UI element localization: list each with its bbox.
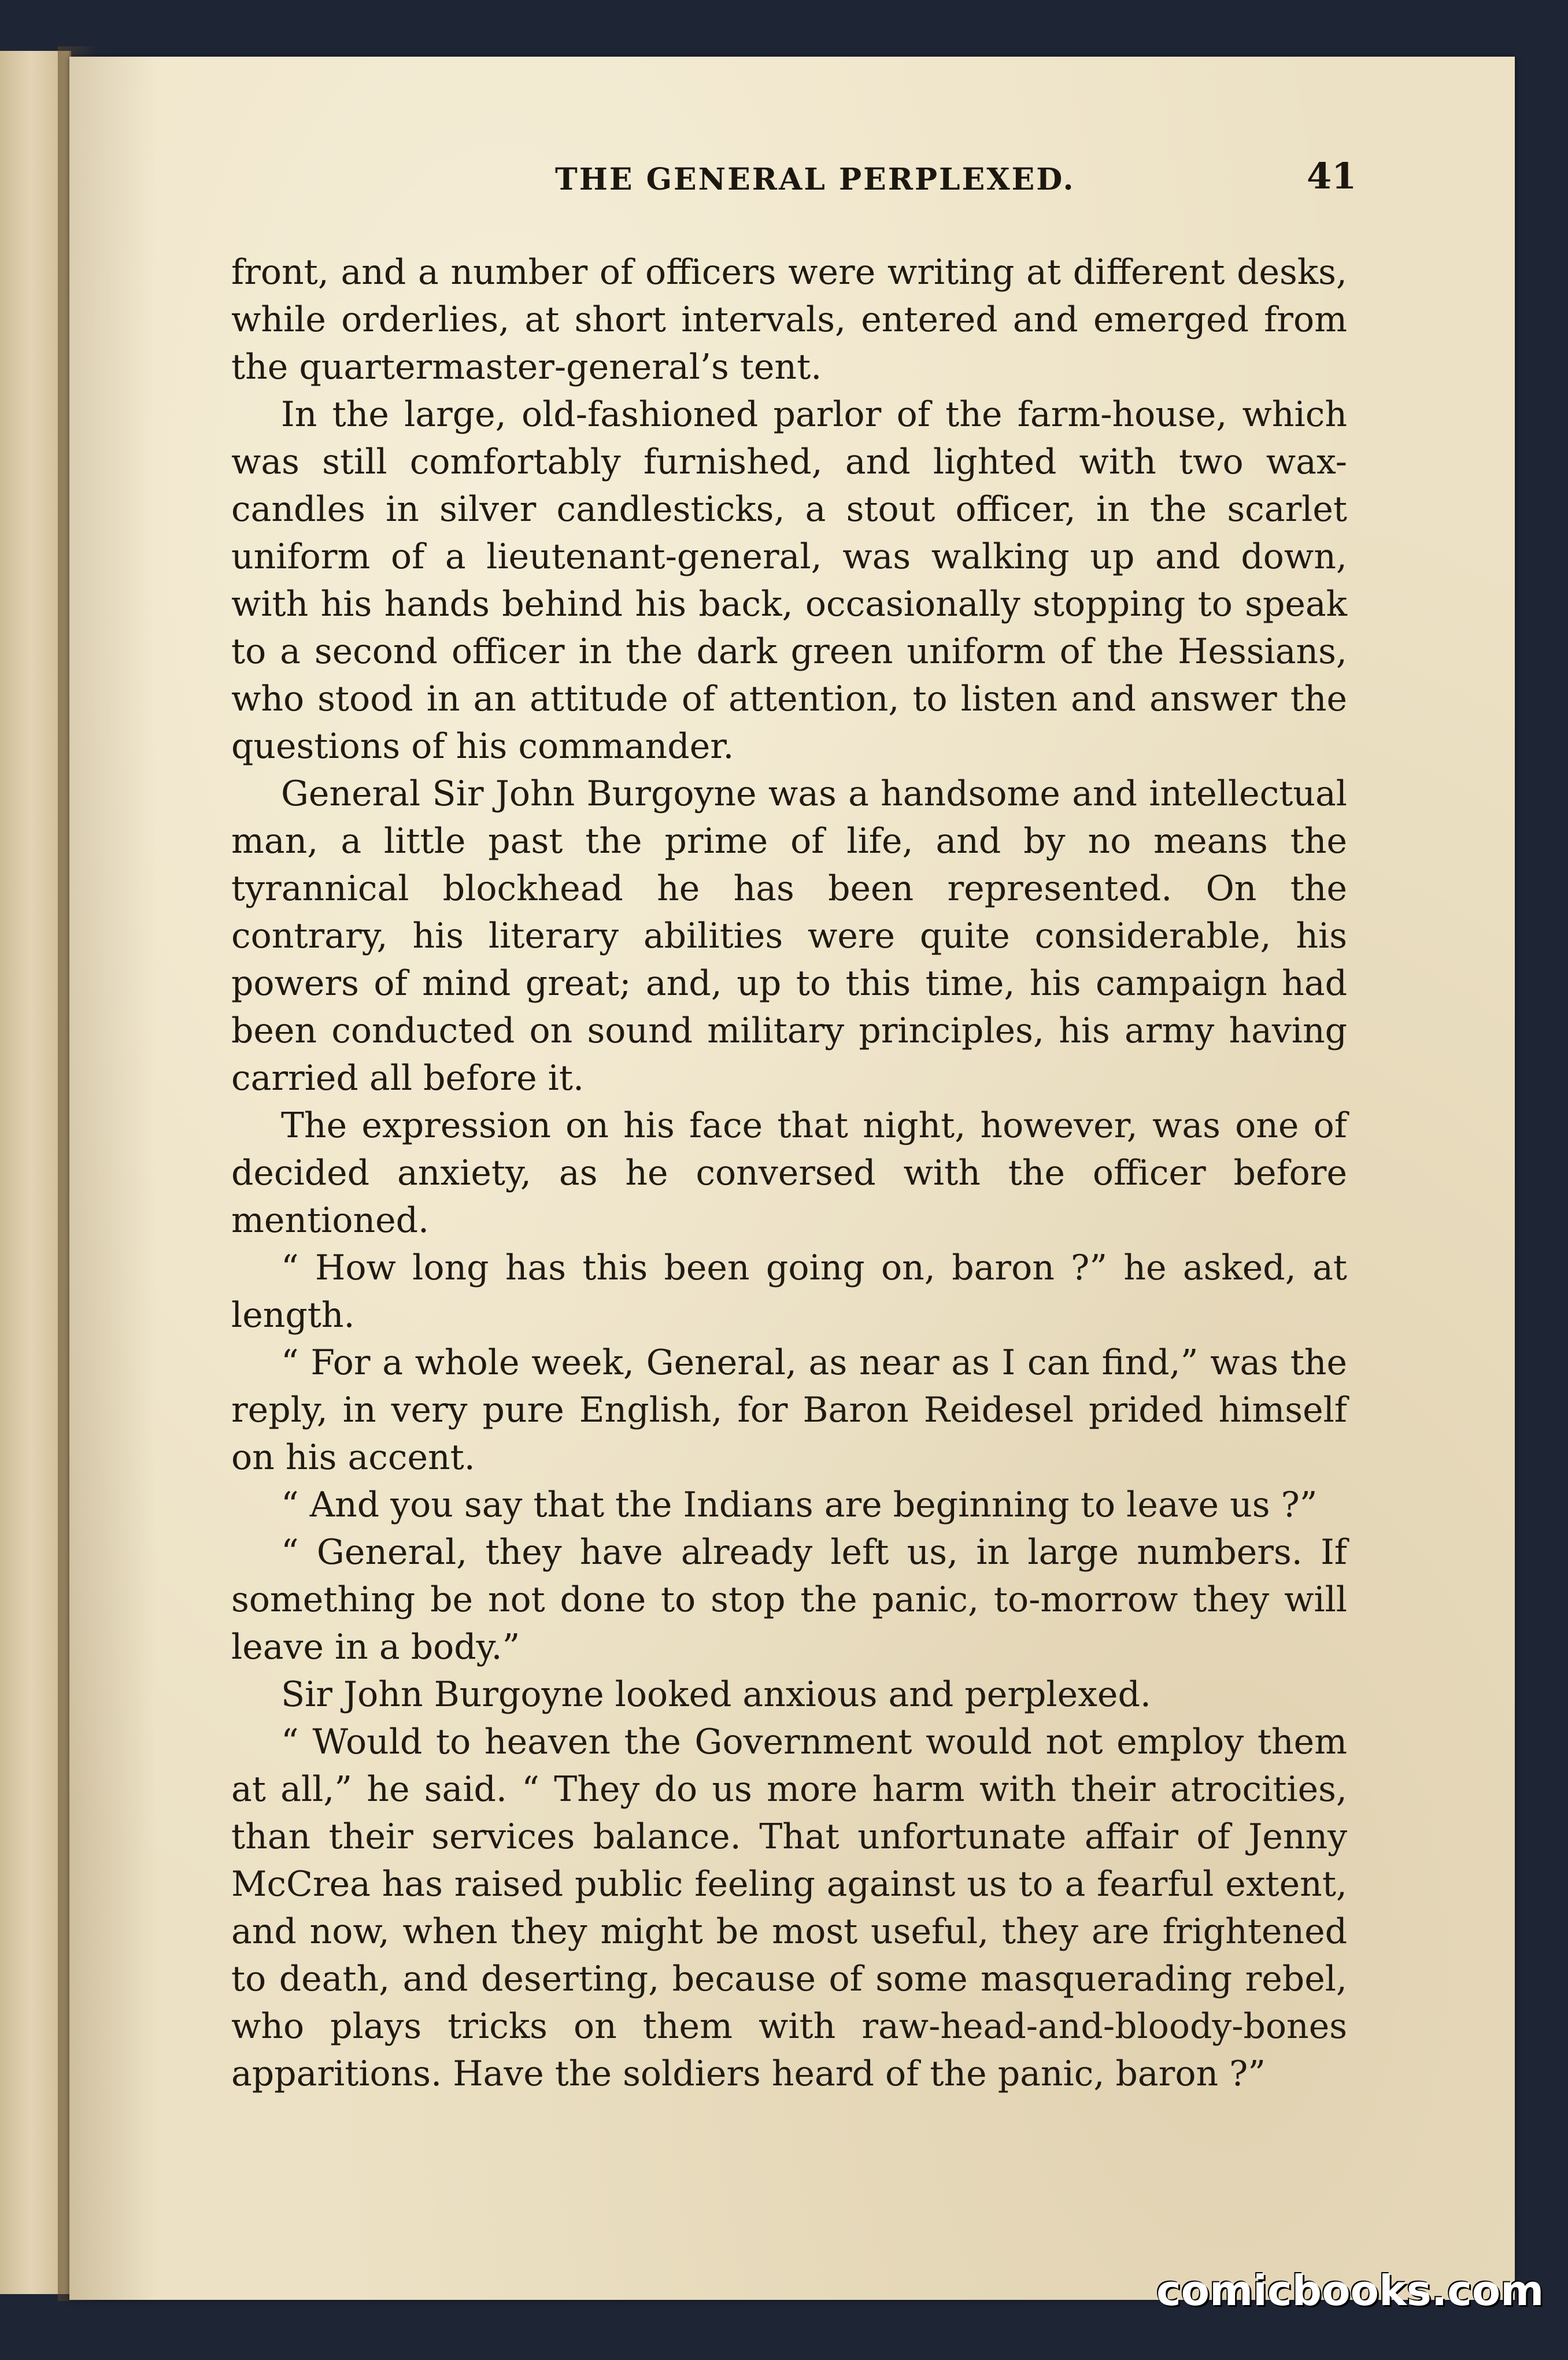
paragraph-7: “ And you say that the Indians are beginning to leave us ?” [281, 1485, 1318, 1525]
body-text [231, 249, 1347, 2098]
paragraph-2: In the large, old-fashioned parlor of the farm-house, which was still comfortably furnished, and lighted with two wax-candles in silver candlesticks, a stout officer, in the scarlet uniform of a lieutenant-general, was walking up and down, with his hands behind his back, occasionally stopping to speak to a second officer in the dark green uniform of the Hessians, who stood in an attitude of attention, to listen and answer the questions of his commander. [231, 394, 1347, 767]
paragraph-5: “ How long has this been going on, baron ?” he asked, at length. [231, 1248, 1347, 1336]
paragraph-6: “ For a whole week, General, as near as I can find,” was the reply, in very pure English, for Baron Reidesel prided himself on his accent. [231, 1342, 1347, 1478]
paragraph-10: “ Would to heaven the Government would not employ them at all,” he said. “ They do us more harm with their atrocities, than their services balance. That unfortunate affair of Jenny McCrea has raised public feeling against us to a fearful extent, and now, when they might be most useful, they are frightened to death, and deserting, because of some masquerading rebel, who plays tricks on them with raw-head-and-bloody-bones apparitions. Have the soldiers heard of the panic, baron ?” [231, 1722, 1347, 2094]
watermark-text: comicbooks.com [1156, 2266, 1544, 2315]
page-number: 41 [1307, 155, 1357, 197]
paragraph-8: “ General, they have already left us, in large numbers. If something be not done to stop the panic, to-morrow they will leave in a body.” [231, 1532, 1347, 1667]
running-head: THE GENERAL PERPLEXED. [555, 162, 1075, 197]
paragraph-4: The expression on his face that night, however, was one of decided anxiety, as he conversed with the officer before mentioned. [231, 1105, 1347, 1241]
paragraph-9: Sir John Burgoyne looked anxious and perplexed. [281, 1674, 1151, 1715]
paragraph-1: front, and a number of officers were writing at different desks, while orderlies, at short intervals, entered and emerged from the quartermaster-general’s tent. [231, 252, 1347, 387]
paragraph-3: General Sir John Burgoyne was a handsome and intellectual man, a little past the prime of life, and by no means the tyrannical blockhead he has been represented. On the contrary, his literary abilities were quite considerable, his powers of mind great; and, up to this time, his campaign had been conducted on sound military principles, his army having carried all before it. [231, 774, 1347, 1098]
